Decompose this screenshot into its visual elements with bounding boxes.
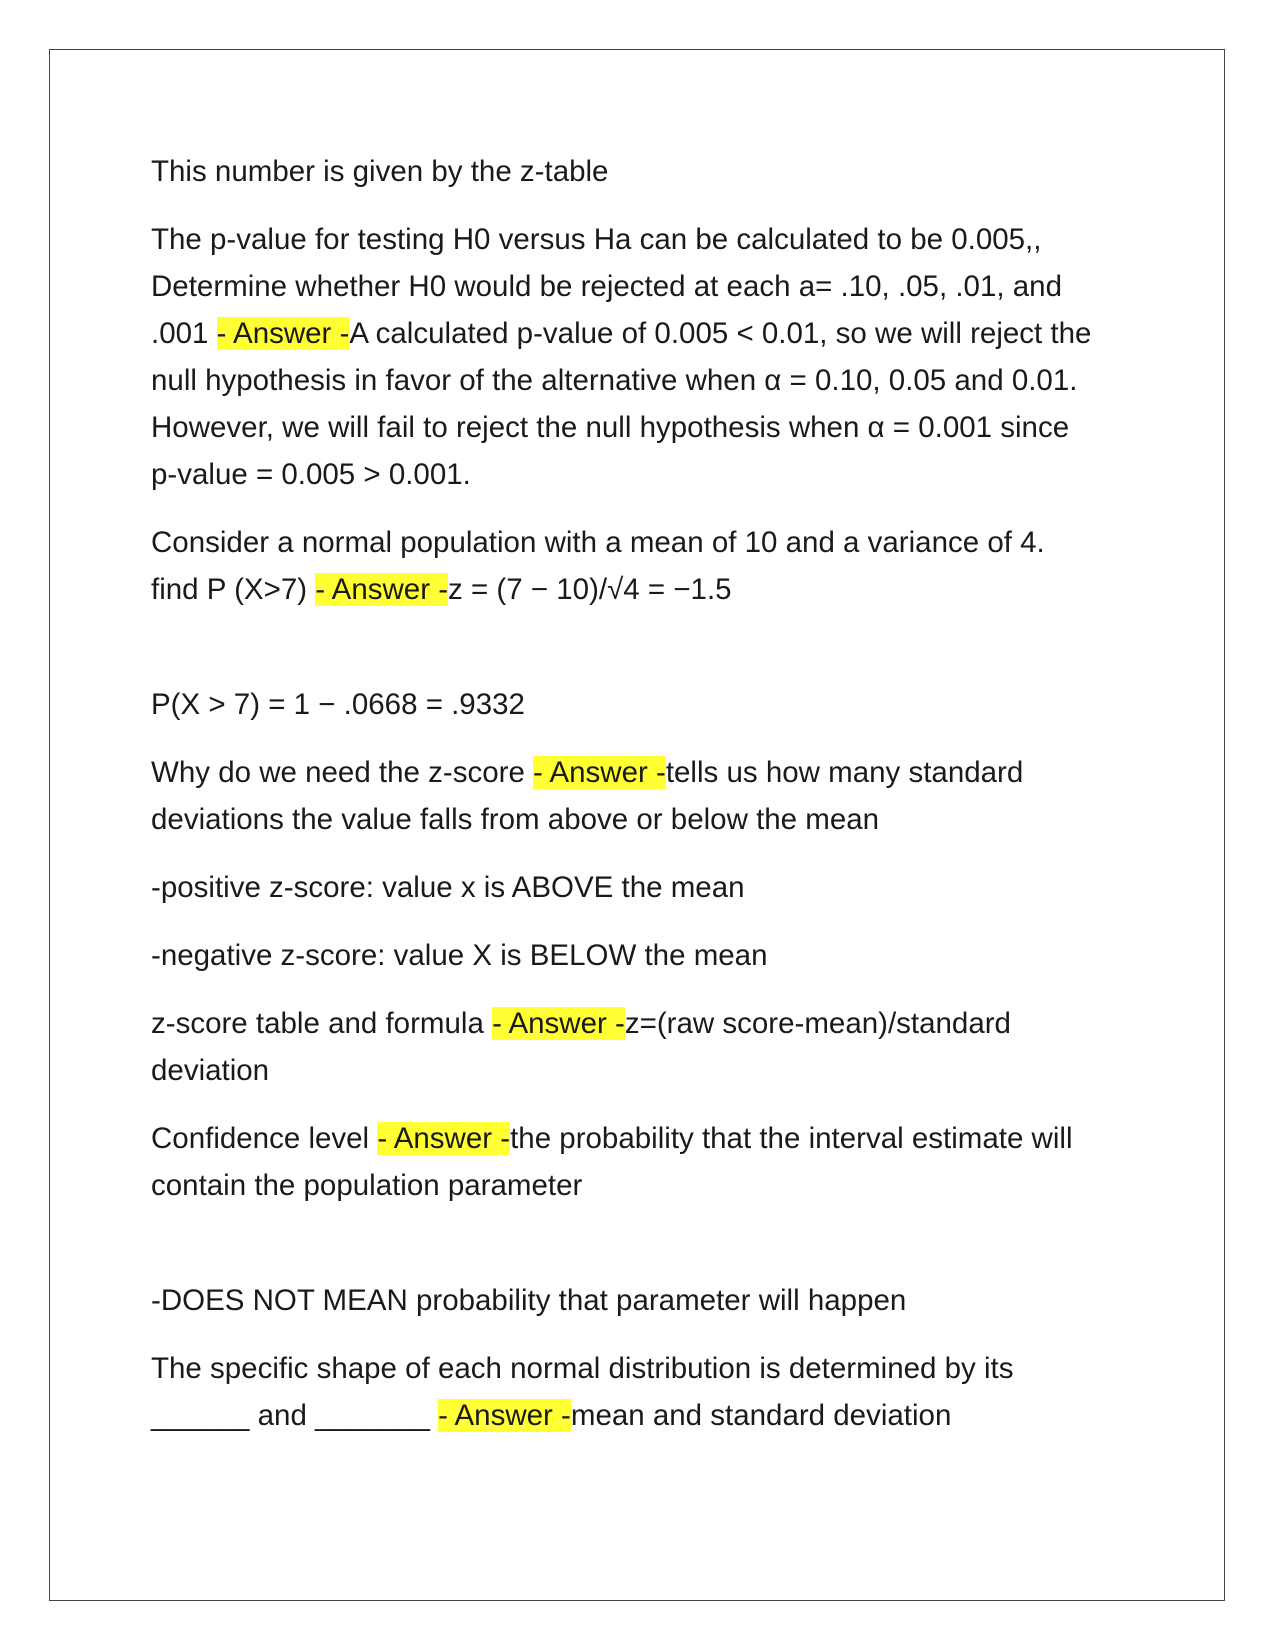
text-line [151, 1392, 1141, 1439]
paragraph-pvalue-question [151, 216, 1141, 498]
text-line: This number is given by the z-table [151, 155, 609, 188]
text-line: contain the population parameter [151, 1169, 583, 1202]
paragraph-normal-shape [151, 1345, 1141, 1439]
answer-highlight: - Answer - [438, 1399, 571, 1432]
text-line: The p-value for testing H0 versus Ha can be calculated to be 0.005,, [151, 223, 1042, 256]
question-text: Why do we need the z-score [151, 756, 534, 789]
text-line [151, 566, 1141, 613]
text-line: -positive z-score: value x is ABOVE the mean [151, 871, 745, 904]
question-text: ______ and _______ [151, 1399, 439, 1432]
paragraph-zscore-formula [151, 1000, 1141, 1094]
answer-highlight: - Answer - [377, 1122, 511, 1155]
text-line: Consider a normal population with a mean of 10 and a variance of 4. [151, 526, 1045, 559]
paragraph-positive-zscore [151, 864, 1141, 911]
document-body [151, 148, 1141, 1460]
paragraph-normal-population [151, 519, 1141, 613]
paragraph-probability-result [151, 681, 1141, 728]
answer-highlight: - Answer - [533, 756, 666, 789]
text-line: The specific shape of each normal distribution is determined by its [151, 1352, 1014, 1385]
text-line [151, 1000, 1141, 1047]
paragraph-ztable-note [151, 148, 1141, 195]
question-text: z-score table and formula [151, 1007, 493, 1040]
text-line [151, 1115, 1141, 1162]
answer-text: A calculated p-value of 0.005 < 0.01, so we will reject the [349, 317, 1092, 350]
question-text: find P (X>7) [151, 573, 316, 606]
answer-highlight: - Answer - [315, 573, 449, 606]
text-line: P(X > 7) = 1 − .0668 = .9332 [151, 688, 525, 721]
paragraph-negative-zscore [151, 932, 1141, 979]
text-line: -negative z-score: value X is BELOW the mean [151, 939, 768, 972]
text-line [151, 749, 1141, 796]
question-text: Confidence level [151, 1122, 378, 1155]
text-line: deviation [151, 1054, 270, 1087]
text-line [151, 310, 1141, 357]
text-line: null hypothesis in favor of the alternative when α = 0.10, 0.05 and 0.01. [151, 364, 1078, 397]
text-line: p-value = 0.005 > 0.001. [151, 458, 471, 491]
paragraph-does-not-mean [151, 1277, 1141, 1324]
answer-text: z = (7 − 10)/√4 = −1.5 [448, 573, 732, 606]
answer-highlight: - Answer - [492, 1007, 625, 1040]
paragraph-confidence-level [151, 1115, 1141, 1209]
answer-text: the probability that the interval estimate will [510, 1122, 1073, 1155]
answer-highlight: - Answer - [216, 317, 350, 350]
paragraph-why-zscore [151, 749, 1141, 843]
text-line: deviations the value falls from above or below the mean [151, 803, 880, 836]
text-line: -DOES NOT MEAN probability that parameter will happen [151, 1284, 907, 1317]
answer-text: tells us how many standard [665, 756, 1024, 789]
question-text: .001 [151, 317, 217, 350]
answer-text: z=(raw score-mean)/standard [624, 1007, 1011, 1040]
text-line: Determine whether H0 would be rejected at each a= .10, .05, .01, and [151, 270, 1062, 303]
answer-text: mean and standard deviation [570, 1399, 952, 1432]
text-line: However, we will fail to reject the null hypothesis when α = 0.001 since [151, 411, 1070, 444]
